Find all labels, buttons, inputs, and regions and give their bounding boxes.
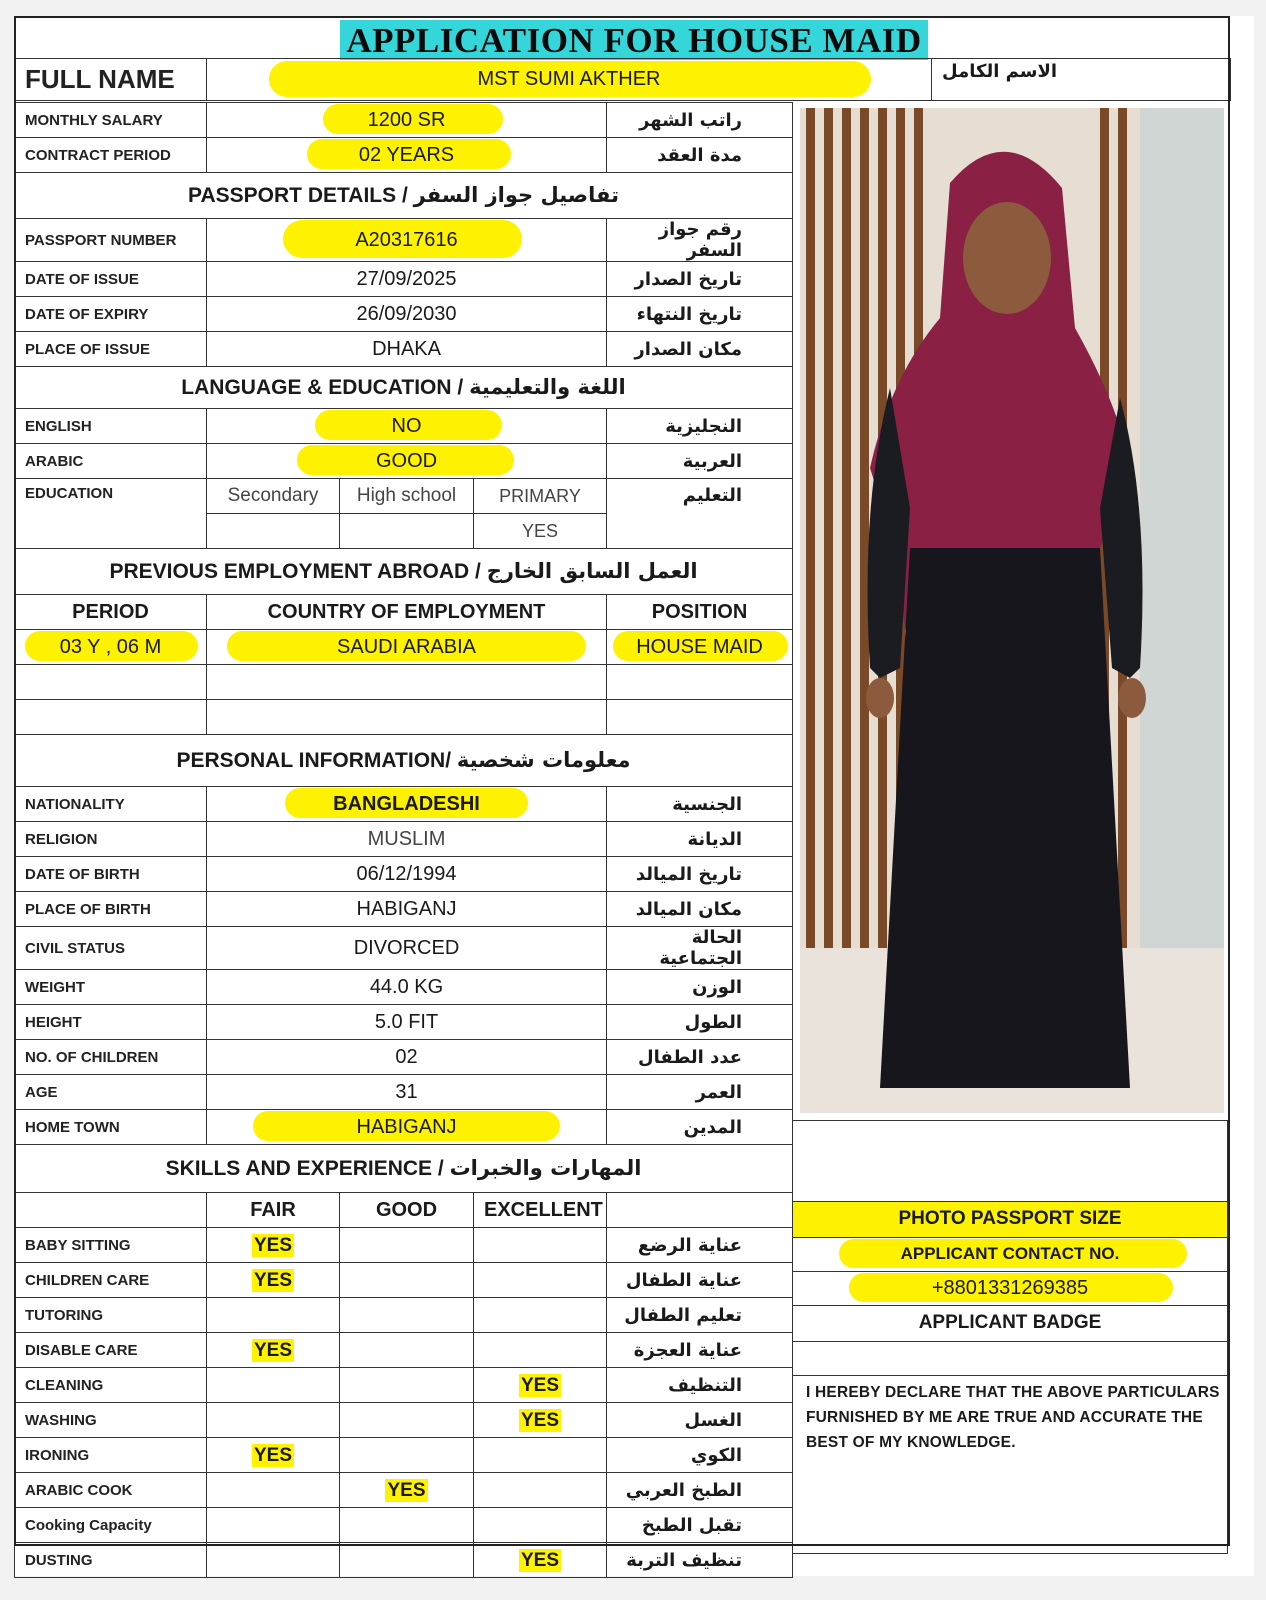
religion-label: RELIGION [15,822,207,857]
skill-label: CLEANING [15,1368,207,1403]
skill-fair-mark: YES [253,1234,293,1256]
form-title: APPLICATION FOR HOUSE MAID [340,20,927,60]
skill-fair-cell [207,1543,340,1578]
skill-arabic: الكوي [607,1438,793,1473]
education-arabic: التعليم [607,479,793,549]
passport-number-label: PASSPORT NUMBER [15,219,207,262]
skill-arabic: التنظيف [607,1368,793,1403]
english-arabic: النجليزية [607,409,793,444]
education-selected: YES [474,514,607,549]
civil-status-arabic: الحالة الجتماعية [607,927,793,970]
skill-label: WASHING [15,1403,207,1438]
education-label: EDUCATION [15,479,207,549]
col-fair: FAIR [207,1193,340,1228]
skill-excellent-mark: YES [521,1409,560,1431]
photo-caption: PHOTO PASSPORT SIZE [792,1202,1228,1238]
children-label: NO. OF CHILDREN [15,1040,207,1075]
height-label: HEIGHT [15,1005,207,1040]
contract-arabic: مدة العقد [607,138,793,173]
skill-good-cell [340,1543,474,1578]
expiry-date-arabic: تاريخ النتهاء [607,297,793,332]
age-arabic: العمر [607,1075,793,1110]
skill-fair-mark: YES [253,1269,293,1291]
employment-period: 03 Y , 06 M [15,630,207,665]
contact-label: APPLICANT CONTACT NO. [792,1238,1228,1272]
col-country: COUNTRY OF EMPLOYMENT [207,595,607,630]
skill-arabic: عناية الطفال [607,1263,793,1298]
education-primary: PRIMARY [474,479,607,514]
civil-status-value: DIVORCED [207,927,607,970]
full-name-value: MST SUMI AKTHER [207,59,932,101]
arabic-arabic: العربية [607,444,793,479]
personal-heading: PERSONAL INFORMATION/ معلومات شخصية [15,735,793,787]
col-good: GOOD [340,1193,474,1228]
skill-fair-mark: YES [253,1444,293,1466]
employment-country: SAUDI ARABIA [207,630,607,665]
full-name-arabic: الاسم الكامل [932,59,1231,101]
skill-arabic: الطبخ العربي [607,1473,793,1508]
full-name-label: FULL NAME [15,59,207,101]
expiry-date-value: 26/09/2030 [207,297,607,332]
religion-value: MUSLIM [207,822,607,857]
skill-arabic: الغسل [607,1403,793,1438]
nationality-value: BANGLADESHI [207,787,607,822]
passport-heading: PASSPORT DETAILS / تفاصيل جواز السفر [15,173,793,219]
expiry-date-label: DATE OF EXPIRY [15,297,207,332]
skill-label: ARABIC COOK [15,1473,207,1508]
pob-label: PLACE OF BIRTH [15,892,207,927]
col-position: POSITION [607,595,793,630]
weight-label: WEIGHT [15,970,207,1005]
col-excellent: EXCELLENT [474,1193,607,1228]
age-label: AGE [15,1075,207,1110]
skills-heading: SKILLS AND EXPERIENCE / المهارات والخبرات [15,1145,793,1193]
skill-row [15,1543,793,1578]
salary-arabic: راتب الشهر [607,103,793,138]
contact-value: +8801331269385 [792,1272,1228,1306]
salary-value: 1200 SR [207,103,607,138]
nationality-arabic: الجنسية [607,787,793,822]
home-town-value: HABIGANJ [207,1110,607,1145]
skill-arabic: عناية العجزة [607,1333,793,1368]
skill-excellent-mark: YES [521,1374,560,1396]
pob-arabic: مكان الميالد [607,892,793,927]
skill-arabic: تنظيف التربة [607,1543,793,1578]
weight-value: 44.0 KG [207,970,607,1005]
height-arabic: الطول [607,1005,793,1040]
age-value: 31 [207,1075,607,1110]
place-of-issue-label: PLACE OF ISSUE [15,332,207,367]
skill-label: DISABLE CARE [15,1333,207,1368]
weight-arabic: الوزن [607,970,793,1005]
skill-label: IRONING [15,1438,207,1473]
nationality-label: NATIONALITY [15,787,207,822]
skill-label: CHILDREN CARE [15,1263,207,1298]
salary-label: MONTHLY SALARY [15,103,207,138]
pob-value: HABIGANJ [207,892,607,927]
skill-excellent-mark: YES [521,1549,560,1571]
height-value: 5.0 FIT [207,1005,607,1040]
application-sheet [14,16,1254,1576]
badge-label: APPLICANT BADGE [792,1306,1228,1342]
arabic-value: GOOD [207,444,607,479]
skill-good-mark: YES [387,1479,426,1501]
home-town-label: HOME TOWN [15,1110,207,1145]
dob-value: 06/12/1994 [207,857,607,892]
education-high-school: High school [340,479,474,514]
education-secondary: Secondary [207,479,340,514]
language-heading: LANGUAGE & EDUCATION / اللغة والتعليمية [15,367,793,409]
declaration-text: I HEREBY DECLARE THAT THE ABOVE PARTICULARS FURNISHED BY ME ARE TRUE AND ACCURATE THE BEST OF MY KNOWLEDGE. [806,1384,1220,1451]
skill-label: Cooking Capacity [15,1508,207,1543]
english-value: NO [207,409,607,444]
passport-number-value: A20317616 [207,219,607,262]
english-label: ENGLISH [15,409,207,444]
col-period: PERIOD [15,595,207,630]
place-of-issue-arabic: مكان الصدار [607,332,793,367]
issue-date-arabic: تاريخ الصدار [607,262,793,297]
passport-number-arabic: رقم جواز السفر [607,219,793,262]
employment-heading: PREVIOUS EMPLOYMENT ABROAD / العمل السابق الخارج [15,549,793,595]
contract-value: 02 YEARS [207,138,607,173]
skill-arabic: تعليم الطفال [607,1298,793,1333]
civil-status-label: CIVIL STATUS [15,927,207,970]
arabic-label: ARABIC [15,444,207,479]
skill-arabic: تقبل الطبخ [607,1508,793,1543]
dob-label: DATE OF BIRTH [15,857,207,892]
issue-date-label: DATE OF ISSUE [15,262,207,297]
skill-label: DUSTING [15,1543,207,1578]
contract-label: CONTRACT PERIOD [15,138,207,173]
children-arabic: عدد الطفال [607,1040,793,1075]
skill-label: TUTORING [15,1298,207,1333]
children-value: 02 [207,1040,607,1075]
place-of-issue-value: DHAKA [207,332,607,367]
employment-position: HOUSE MAID [607,630,793,665]
skill-label: BABY SITTING [15,1228,207,1263]
dob-arabic: تاريخ الميالد [607,857,793,892]
skill-excellent-cell [474,1543,607,1578]
home-town-arabic: المدين [607,1110,793,1145]
skill-fair-mark: YES [253,1339,293,1361]
skill-arabic: عناية الرضع [607,1228,793,1263]
religion-arabic: الديانة [607,822,793,857]
issue-date-value: 27/09/2025 [207,262,607,297]
